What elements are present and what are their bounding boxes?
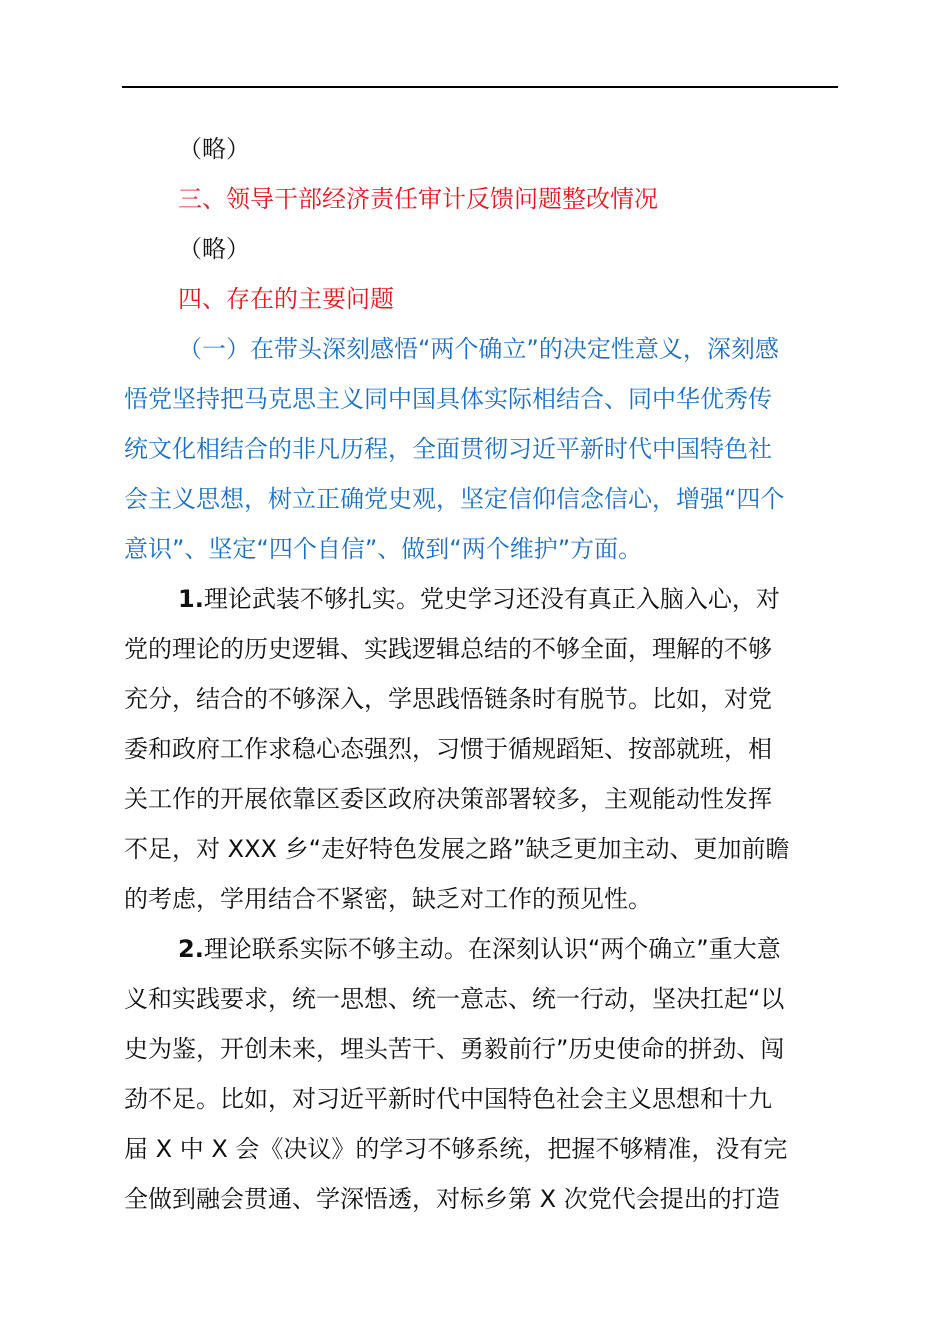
item-text: 理论联系实际不够主动。在深刻认识“两个确立”重大意 <box>203 935 781 963</box>
section-heading-3: 三、领导干部经济责任审计反馈问题整改情况 <box>178 185 658 213</box>
section-heading-4: 四、存在的主要问题 <box>178 285 394 313</box>
subheading-line: （一）在带头深刻感悟“两个确立”的决定性意义，深刻感 <box>178 335 779 363</box>
body-line: 史为鉴，开创未来，埋头苦干、勇毅前行”历史使命的拼劲、闯 <box>124 1035 785 1063</box>
body-line: 全做到融会贯通、学深悟透，对标乡第 X 次党代会提出的打造 <box>124 1185 780 1213</box>
body-line: 不足，对 XXX 乡“走好特色发展之路”缺乏更加主动、更加前瞻 <box>124 835 790 863</box>
item-number: 1. <box>178 585 204 613</box>
subheading-line: 会主义思想，树立正确党史观，坚定信仰信念信心，增强“四个 <box>124 485 785 513</box>
subheading-line: 悟党坚持把马克思主义同中国具体实际相结合、同中华优秀传 <box>124 385 772 413</box>
body-line: 届 X 中 X 会《决议》的学习不够系统，把握不够精准，没有完 <box>124 1135 788 1163</box>
body-line: 关工作的开展依靠区委区政府决策部署较多，主观能动性发挥 <box>124 785 772 813</box>
document-body <box>124 124 824 1224</box>
body-line: 党的理论的历史逻辑、实践逻辑总结的不够全面，理解的不够 <box>124 635 772 663</box>
subheading-line: 意识”、坚定“四个自信”、做到“两个维护”方面。 <box>124 535 643 563</box>
omitted-note: （略） <box>178 135 250 163</box>
item-number: 2. <box>178 935 204 963</box>
item-text: 理论武装不够扎实。党史学习还没有真正入脑入心，对 <box>203 585 780 613</box>
body-line: 委和政府工作求稳心态强烈，习惯于循规蹈矩、按部就班，相 <box>124 735 772 763</box>
body-line: 的考虑，学用结合不紧密，缺乏对工作的预见性。 <box>124 885 652 913</box>
body-line: 充分，结合的不够深入，学思践悟链条时有脱节。比如，对党 <box>124 685 772 713</box>
omitted-note: （略） <box>178 235 250 263</box>
subheading-line: 统文化相结合的非凡历程，全面贯彻习近平新时代中国特色社 <box>124 435 772 463</box>
item-2-first-line <box>124 924 824 974</box>
body-line: 劲不足。比如，对习近平新时代中国特色社会主义思想和十九 <box>124 1085 772 1113</box>
body-line: 义和实践要求，统一思想、统一意志、统一行动，坚决扛起“以 <box>124 985 785 1013</box>
header-rule <box>122 86 838 88</box>
item-1-first-line <box>124 574 824 624</box>
